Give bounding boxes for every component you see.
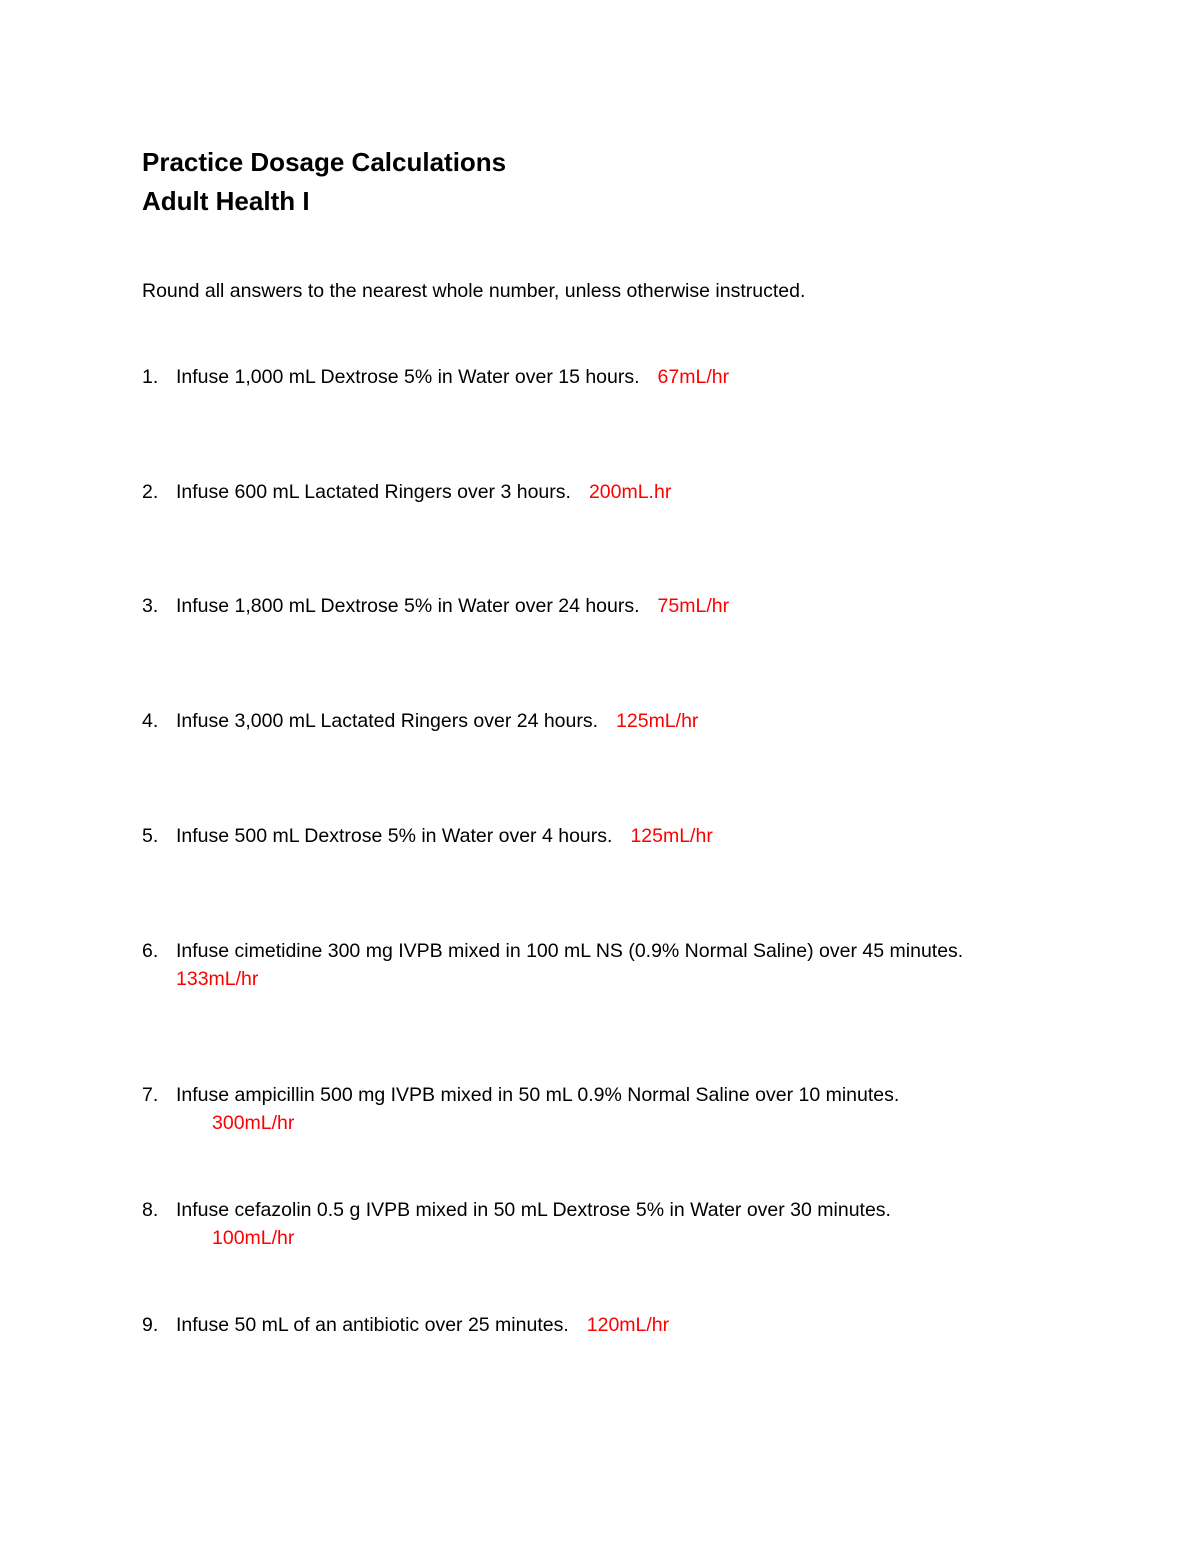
question-number: 2.	[142, 481, 159, 503]
question-body	[176, 1196, 1096, 1252]
document-subtitle: Adult Health I	[142, 186, 310, 216]
answer-text: 300mL/hr	[212, 1112, 295, 1134]
question-text: Infuse 1,000 mL Dextrose 5% in Water over 15 hours.	[176, 366, 640, 388]
question-number: 1.	[142, 366, 159, 388]
answer-text: 100mL/hr	[212, 1227, 295, 1249]
question-text: Infuse 50 mL of an antibiotic over 25 minutes.	[176, 1314, 569, 1336]
question-body	[176, 822, 1096, 850]
answer-text: 120mL/hr	[586, 1314, 670, 1336]
question-number: 3.	[142, 595, 159, 617]
answer-text: 133mL/hr	[176, 968, 259, 990]
question-number: 9.	[142, 1314, 159, 1336]
answer-text: 125mL/hr	[616, 710, 699, 732]
question-number: 5.	[142, 825, 159, 847]
answer-text: 75mL/hr	[657, 595, 730, 617]
question-body	[176, 478, 1096, 506]
question-number: 4.	[142, 710, 159, 732]
question-text: Infuse cefazolin 0.5 g IVPB mixed in 50 mL Dextrose 5% in Water over 30 minutes.	[176, 1199, 891, 1221]
question-text: Infuse 3,000 mL Lactated Ringers over 24 hours.	[176, 710, 599, 732]
question-text: Infuse cimetidine 300 mg IVPB mixed in 100 mL NS (0.9% Normal Saline) over 45 minutes.	[176, 940, 964, 962]
question-number: 6.	[142, 940, 159, 962]
question-body	[176, 937, 1096, 993]
question-body	[176, 707, 1096, 735]
question-text: Infuse 600 mL Lactated Ringers over 3 hours.	[176, 481, 571, 503]
answer-text: 200mL.hr	[588, 481, 672, 503]
question-body	[176, 363, 1096, 391]
document-title: Practice Dosage Calculations	[142, 147, 507, 177]
answer-text: 125mL/hr	[630, 825, 713, 847]
instruction-text: Round all answers to the nearest whole number, unless otherwise instructed.	[142, 280, 806, 302]
question-body	[176, 592, 1096, 620]
answer-text: 67mL/hr	[657, 366, 730, 388]
question-body	[176, 1311, 1096, 1339]
question-number: 8.	[142, 1199, 159, 1221]
question-text: Infuse 500 mL Dextrose 5% in Water over 4 hours.	[176, 825, 613, 847]
question-text: Infuse 1,800 mL Dextrose 5% in Water over 24 hours.	[176, 595, 640, 617]
question-number: 7.	[142, 1084, 159, 1106]
question-text: Infuse ampicillin 500 mg IVPB mixed in 50 mL 0.9% Normal Saline over 10 minutes.	[176, 1084, 900, 1106]
question-body	[176, 1081, 1096, 1137]
